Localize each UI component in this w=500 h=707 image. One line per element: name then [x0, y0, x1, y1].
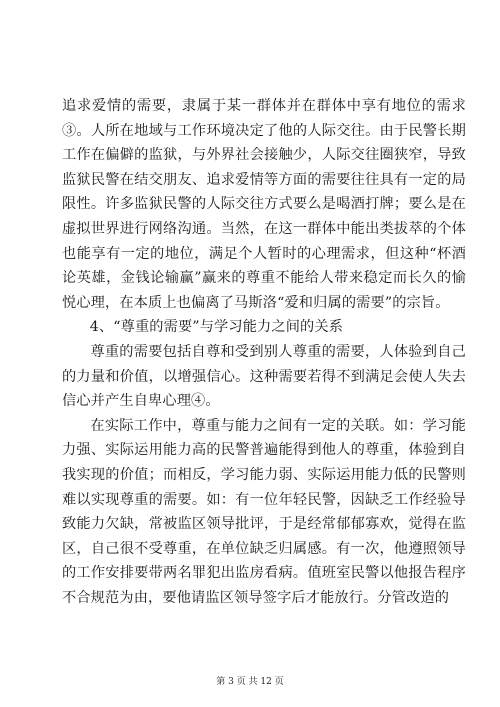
page-footer: 第 3 页 共 12 页 [216, 677, 284, 687]
document-body [62, 94, 466, 610]
paragraph-1: 追求爱情的需要，隶属于某一群体并在群体中享有地位的需求③。人所在地域与工作环境决定了他的人际交往。由于民警长期工作在偏僻的监狱，与外界社会接触少，人际交往圈狭窄，导致监狱民警在结交朋友、追求爱情等方面的需要往往具有一定的局限性。许多监狱民警的人际交往方式要么是喝酒打牌；要么是在虚拟世界进行网络沟通。当然，在这一群体中能出类拔萃的个体也能享有一定的地位，满足个人暂时的心理需求，但这种“杯酒论英雄，金钱论输赢”赢来的尊重不能给人带来稳定而长久的愉悦心理，在本质上也偏离了马斯洛“爱和归属的需要”的宗旨。 [62, 98, 466, 311]
paragraph-3: 在实际工作中，尊重与能力之间有一定的关联。如：学习能力强、实际运用能力高的民警普遍能得到他人的尊重，体验到自我实现的价值；而相反，学习能力弱、实际运用能力低的民警则难以实现尊重的需要。如：有一位年轻民警，因缺乏工作经验导致能力欠缺，常被监区领导批评，于是经常郁郁寡欢，觉得在监区，自己很不受尊重，在单位缺乏归属感。有一次，他遵照领导的工作安排要带两名罪犯出监房看病。值班室民警以他报告程序不合规范为由，要他请监区领导签字后才能放行。分管改造的 [62, 417, 466, 606]
paragraph-2: 尊重的需要包括自尊和受到别人尊重的需要，人体验到自己的力量和价值，以增强信心。这种需要若得不到满足会使人失去信心并产生自卑心理④。 [62, 343, 466, 410]
section-heading: 4、“尊重的需要”与学习能力之间的关系 [89, 319, 344, 336]
